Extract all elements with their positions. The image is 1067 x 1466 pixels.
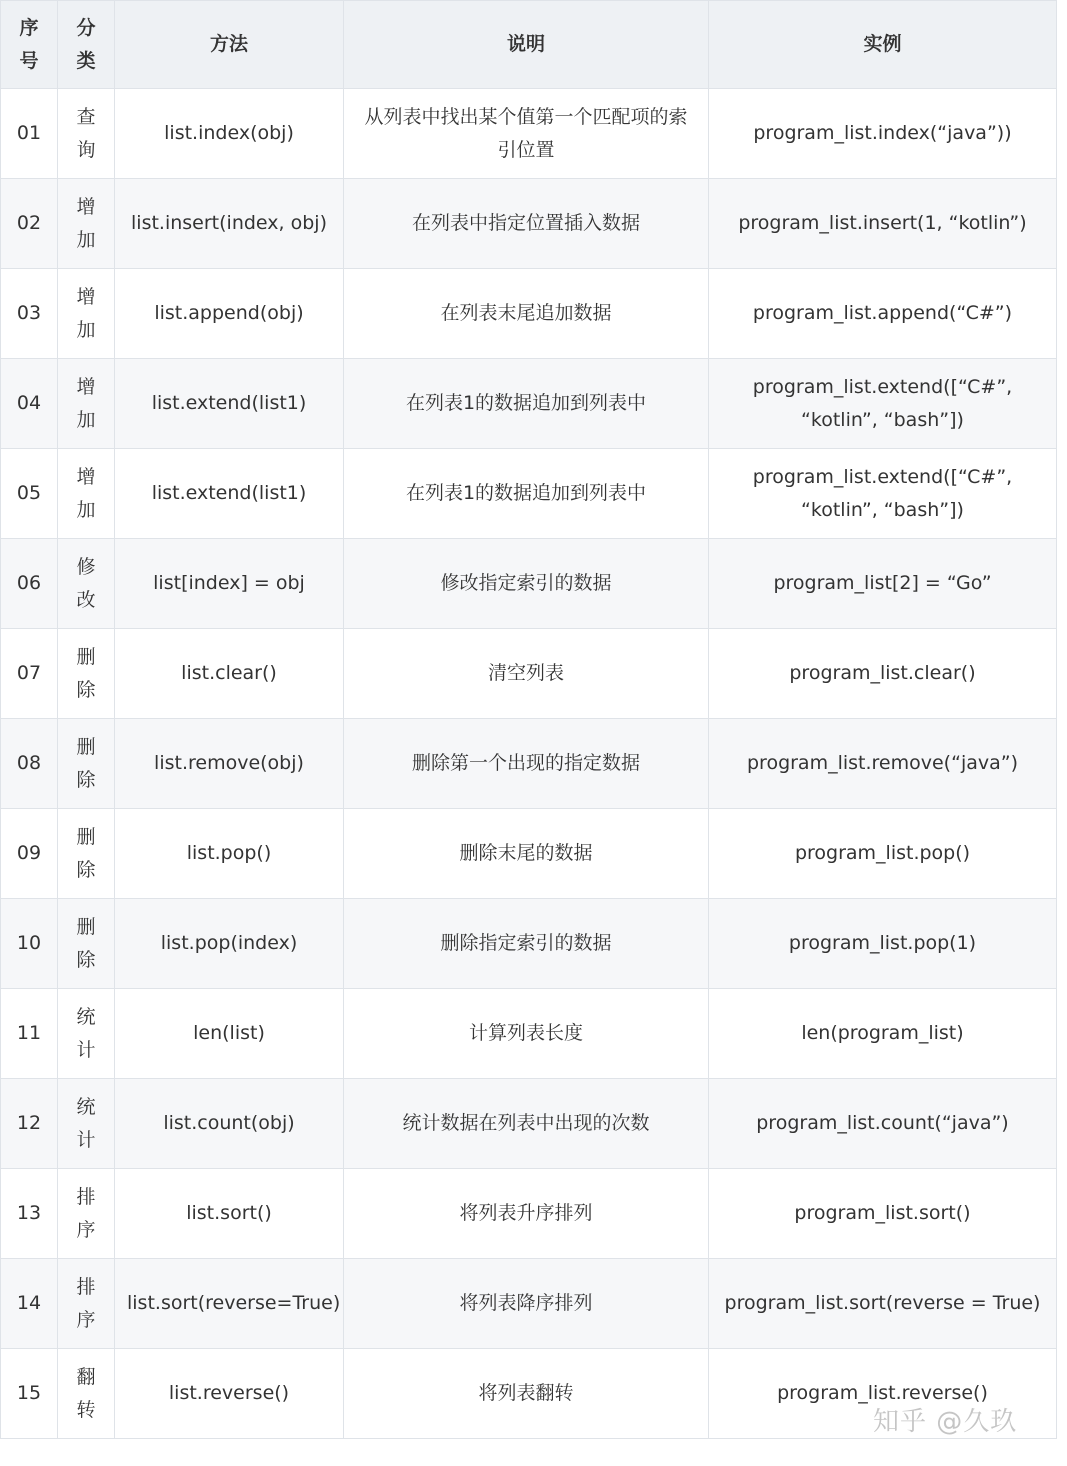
- cell-index: 08: [1, 719, 58, 809]
- cell-method: list.pop(index): [115, 899, 344, 989]
- cell-index: 12: [1, 1079, 58, 1169]
- cell-category: [58, 719, 115, 809]
- header-description: 说明: [344, 1, 709, 89]
- cell-description: 将列表翻转: [344, 1349, 709, 1439]
- cell-category-text: 增加: [76, 195, 96, 251]
- cell-example: program_list.count(“java”): [709, 1079, 1057, 1169]
- cell-method: list.extend(list1): [115, 359, 344, 449]
- cell-method: list.sort(reverse=True): [115, 1259, 344, 1349]
- cell-category-text: 删除: [76, 825, 96, 881]
- cell-description: 将列表升序排列: [344, 1169, 709, 1259]
- cell-example: program_list.clear(): [709, 629, 1057, 719]
- cell-method: list.sort(): [115, 1169, 344, 1259]
- table-row: [1, 359, 1057, 449]
- cell-method: list.insert(index, obj): [115, 179, 344, 269]
- cell-example: program_list.extend([“C#”, “kotlin”, “bash”]): [709, 449, 1057, 539]
- table-row: [1, 1079, 1057, 1169]
- cell-category: [58, 1259, 115, 1349]
- cell-category-text: 统计: [76, 1095, 96, 1151]
- cell-example: program_list.pop(1): [709, 899, 1057, 989]
- cell-category: [58, 629, 115, 719]
- table-row: [1, 899, 1057, 989]
- cell-index: 01: [1, 89, 58, 179]
- cell-category-text: 增加: [76, 375, 96, 431]
- cell-category: [58, 899, 115, 989]
- table-header: [1, 1, 1057, 89]
- cell-index: 02: [1, 179, 58, 269]
- cell-description: 删除指定索引的数据: [344, 899, 709, 989]
- cell-category-text: 排序: [76, 1185, 96, 1241]
- cell-category-text: 删除: [76, 915, 96, 971]
- cell-category-text: 修改: [76, 555, 96, 611]
- cell-description: 统计数据在列表中出现的次数: [344, 1079, 709, 1169]
- table-row: [1, 1259, 1057, 1349]
- cell-method: list.count(obj): [115, 1079, 344, 1169]
- cell-description: 将列表降序排列: [344, 1259, 709, 1349]
- cell-index: 03: [1, 269, 58, 359]
- table-row: [1, 989, 1057, 1079]
- table-row: [1, 269, 1057, 359]
- table-row: [1, 539, 1057, 629]
- cell-index: 14: [1, 1259, 58, 1349]
- table-row: [1, 1169, 1057, 1259]
- cell-category-text: 增加: [76, 285, 96, 341]
- cell-method: list[index] = obj: [115, 539, 344, 629]
- header-index: [1, 1, 58, 89]
- cell-method: len(list): [115, 989, 344, 1079]
- header-method: 方法: [115, 1, 344, 89]
- cell-index: 09: [1, 809, 58, 899]
- cell-example: program_list.sort(reverse = True): [709, 1259, 1057, 1349]
- header-row: [1, 1, 1057, 89]
- cell-category: [58, 1169, 115, 1259]
- cell-method: list.pop(): [115, 809, 344, 899]
- cell-index: 11: [1, 989, 58, 1079]
- cell-category-text: 增加: [76, 465, 96, 521]
- cell-example: program_list.insert(1, “kotlin”): [709, 179, 1057, 269]
- cell-category-text: 查询: [76, 105, 96, 161]
- cell-example: program_list.sort(): [709, 1169, 1057, 1259]
- cell-description: 在列表1的数据追加到列表中: [344, 359, 709, 449]
- cell-category-text: 翻转: [76, 1365, 96, 1421]
- cell-method: list.index(obj): [115, 89, 344, 179]
- cell-category: [58, 89, 115, 179]
- cell-category-text: 统计: [76, 1005, 96, 1061]
- cell-example: program_list.append(“C#”): [709, 269, 1057, 359]
- cell-example: len(program_list): [709, 989, 1057, 1079]
- cell-example: program_list.reverse(): [709, 1349, 1057, 1439]
- cell-category: [58, 179, 115, 269]
- cell-index: 05: [1, 449, 58, 539]
- cell-category: [58, 989, 115, 1079]
- cell-category-text: 删除: [76, 735, 96, 791]
- cell-example: program_list.index(“java”)): [709, 89, 1057, 179]
- table-row: [1, 449, 1057, 539]
- cell-description: 在列表中指定位置插入数据: [344, 179, 709, 269]
- cell-category: [58, 1079, 115, 1169]
- cell-method: list.extend(list1): [115, 449, 344, 539]
- table-body: [1, 89, 1057, 1439]
- cell-index: 10: [1, 899, 58, 989]
- cell-category: [58, 1349, 115, 1439]
- cell-index: 13: [1, 1169, 58, 1259]
- cell-description: 修改指定索引的数据: [344, 539, 709, 629]
- header-index-label: 序号: [19, 16, 39, 72]
- cell-example: program_list.remove(“java”): [709, 719, 1057, 809]
- cell-category-text: 删除: [76, 645, 96, 701]
- cell-category: [58, 359, 115, 449]
- cell-description: 删除第一个出现的指定数据: [344, 719, 709, 809]
- cell-description: 删除末尾的数据: [344, 809, 709, 899]
- cell-example: program_list.pop(): [709, 809, 1057, 899]
- cell-category: [58, 449, 115, 539]
- cell-category: [58, 539, 115, 629]
- table-row: [1, 809, 1057, 899]
- cell-index: 15: [1, 1349, 58, 1439]
- table-row: [1, 629, 1057, 719]
- cell-description: 在列表1的数据追加到列表中: [344, 449, 709, 539]
- cell-index: 07: [1, 629, 58, 719]
- cell-method: list.append(obj): [115, 269, 344, 359]
- cell-category: [58, 269, 115, 359]
- cell-description: 从列表中找出某个值第一个匹配项的索引位置: [344, 89, 709, 179]
- cell-example: program_list.extend([“C#”, “kotlin”, “bash”]): [709, 359, 1057, 449]
- header-category-label: 分类: [76, 16, 96, 72]
- cell-description: 在列表末尾追加数据: [344, 269, 709, 359]
- cell-example: program_list[2] = “Go”: [709, 539, 1057, 629]
- watermark-text: 知乎 @久玖: [873, 1407, 1018, 1437]
- cell-description: 清空列表: [344, 629, 709, 719]
- cell-method: list.remove(obj): [115, 719, 344, 809]
- cell-category: [58, 809, 115, 899]
- cell-index: 04: [1, 359, 58, 449]
- cell-description: 计算列表长度: [344, 989, 709, 1079]
- table-row: [1, 179, 1057, 269]
- cell-method: list.clear(): [115, 629, 344, 719]
- cell-category-text: 排序: [76, 1275, 96, 1331]
- table-row: [1, 89, 1057, 179]
- table-row: [1, 719, 1057, 809]
- cell-index: 06: [1, 539, 58, 629]
- header-category: [58, 1, 115, 89]
- header-example: 实例: [709, 1, 1057, 89]
- cell-method: list.reverse(): [115, 1349, 344, 1439]
